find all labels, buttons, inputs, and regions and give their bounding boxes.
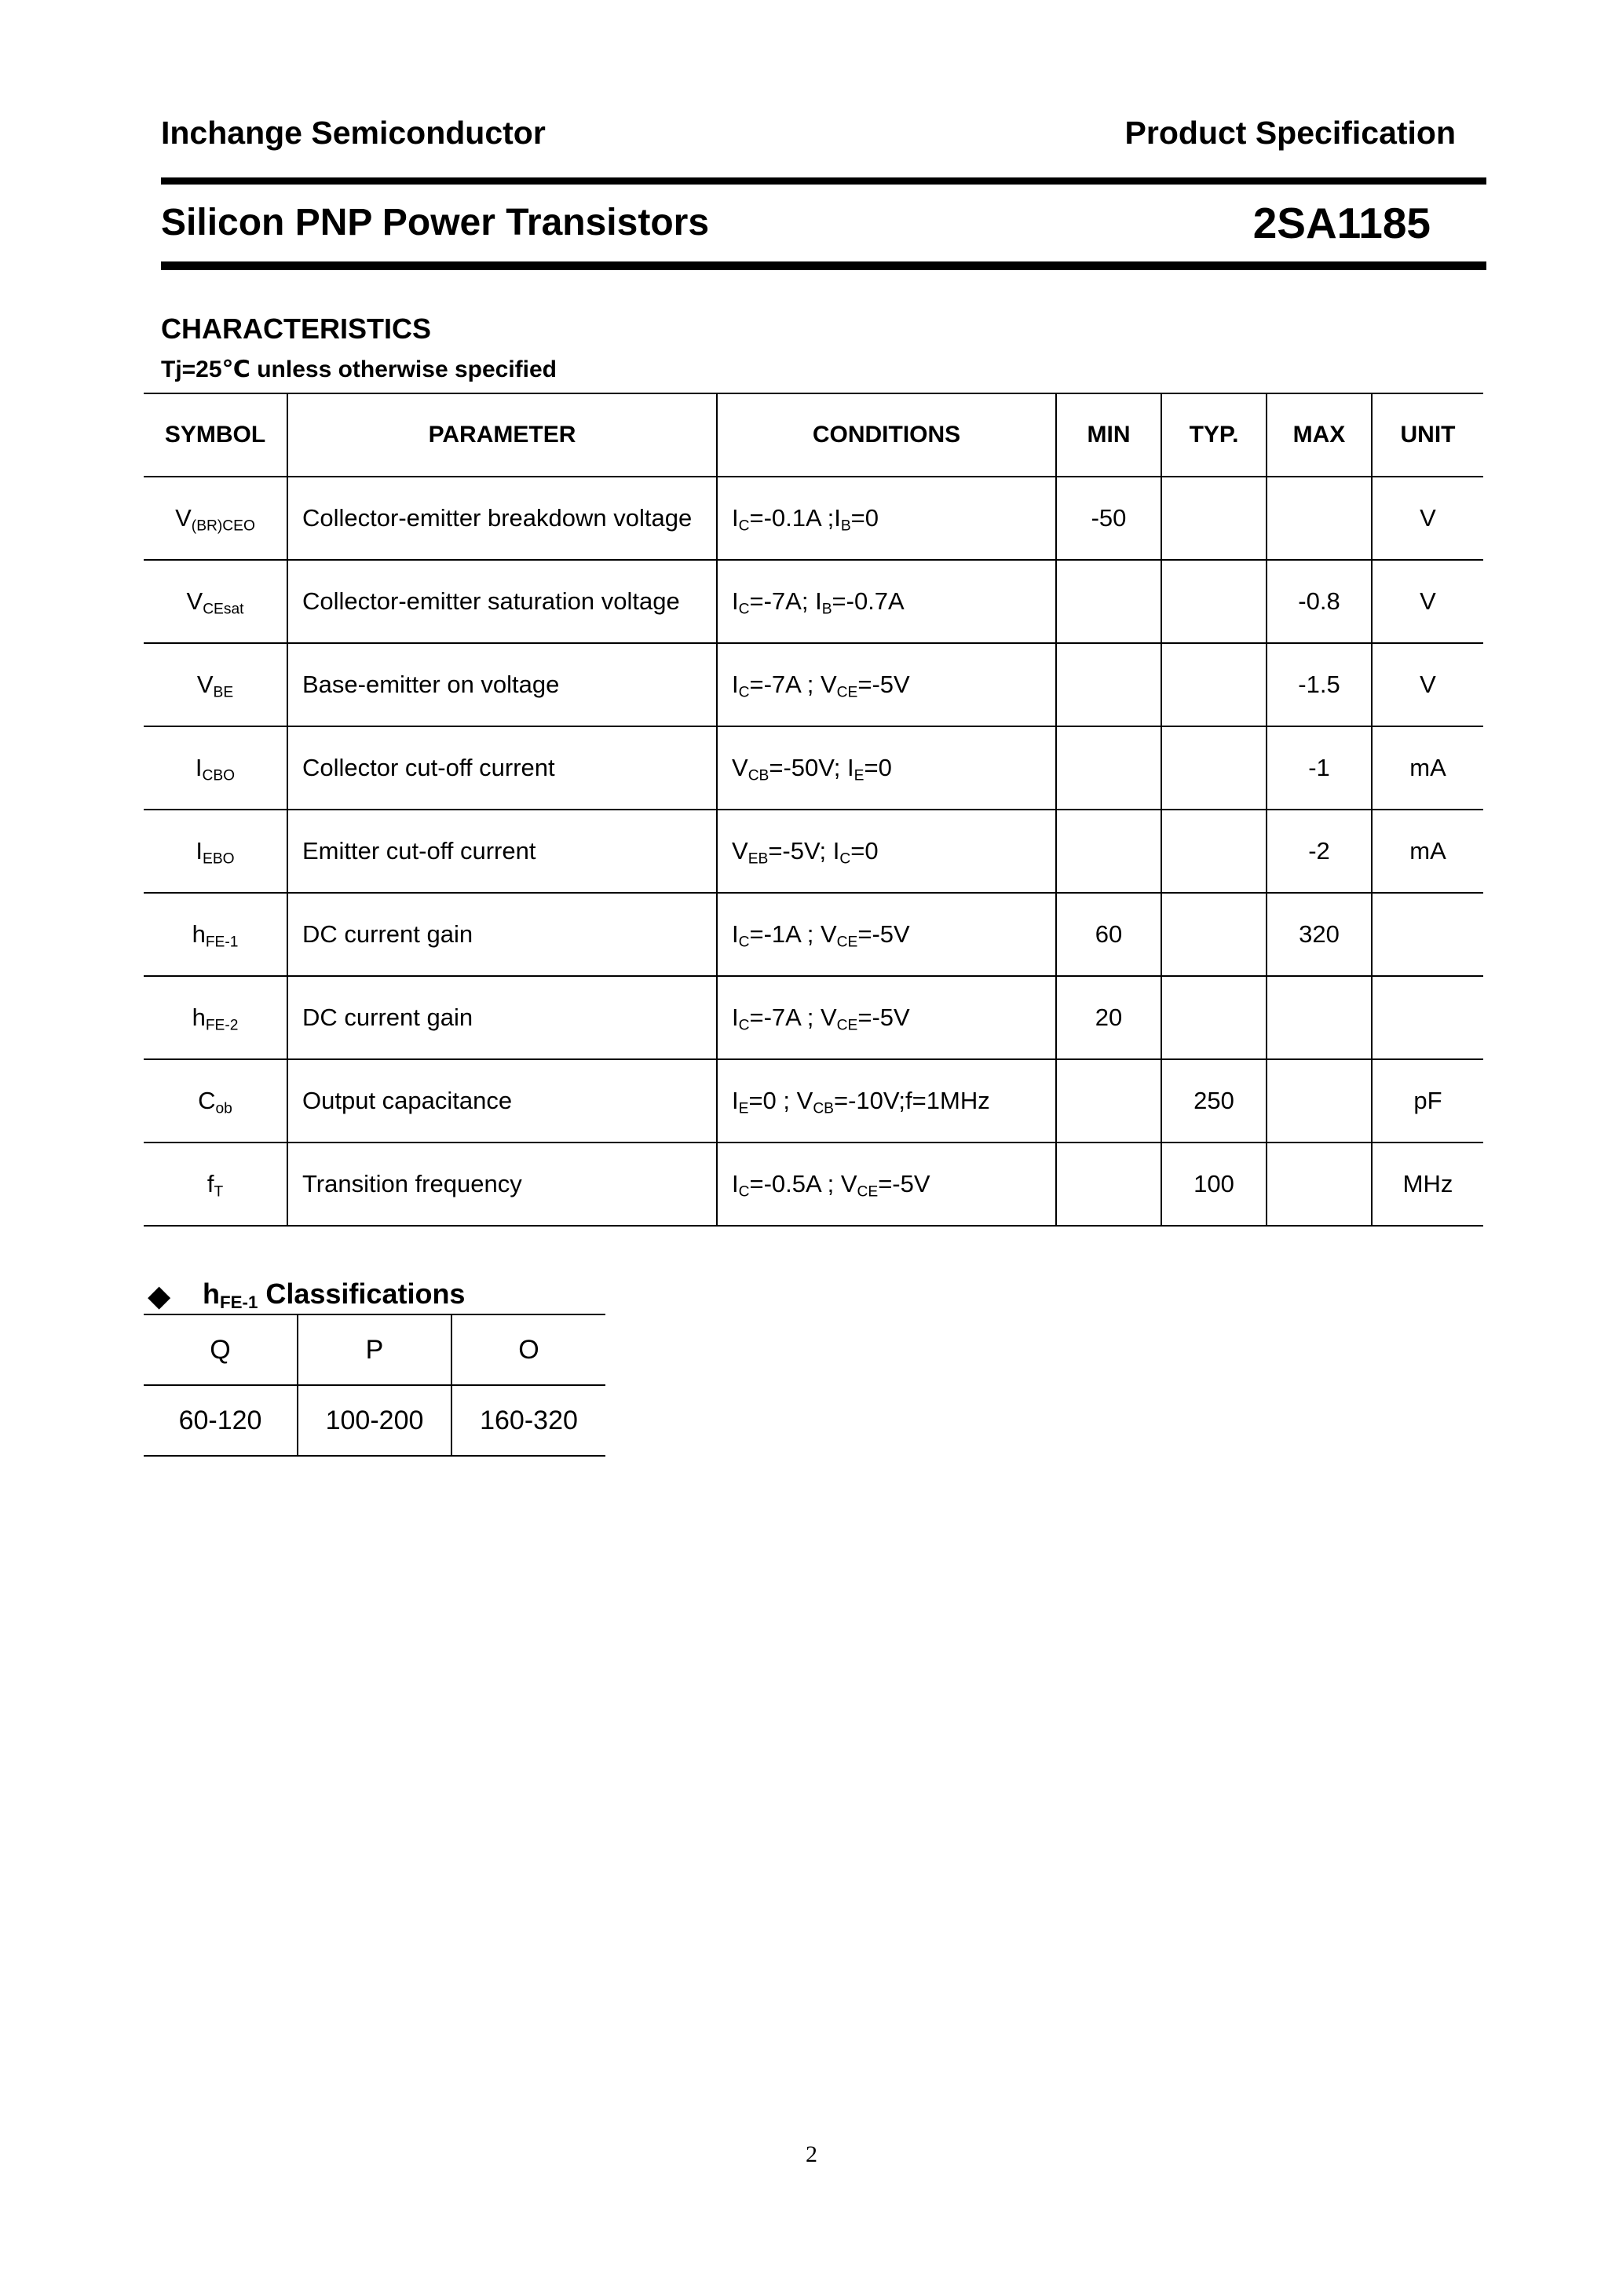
symbol-cell xyxy=(144,643,287,726)
symbol-cell xyxy=(144,1143,287,1226)
classification-title-symbol: h xyxy=(203,1278,220,1310)
table-row xyxy=(144,1143,1483,1226)
unit-cell: mA xyxy=(1372,810,1483,893)
parameter-cell: DC current gain xyxy=(287,893,717,976)
parameter-cell: Transition frequency xyxy=(287,1143,717,1226)
condition-subscript: C xyxy=(738,1183,750,1201)
condition-symbol: I xyxy=(847,754,854,781)
symbol-cell xyxy=(144,1059,287,1143)
conditions-cell xyxy=(717,726,1056,810)
typ-cell xyxy=(1161,560,1267,643)
condition-symbol: I xyxy=(732,1170,739,1197)
typ-cell xyxy=(1161,893,1267,976)
condition-value: =0 xyxy=(864,754,892,781)
symbol-main: V xyxy=(186,587,203,615)
condition-subscript: CE xyxy=(836,684,858,701)
symbol-subscript: CBO xyxy=(202,767,236,784)
condition-value: =-5V; xyxy=(768,837,833,865)
condition-value: =-5V xyxy=(857,671,910,698)
classification-title-subscript: FE-1 xyxy=(220,1292,258,1313)
classification-table xyxy=(144,1314,605,1457)
class-range: 60-120 xyxy=(144,1385,298,1456)
typ-cell xyxy=(1161,477,1267,560)
document-title: Silicon PNP Power Transistors xyxy=(161,202,710,243)
symbol-main: h xyxy=(192,1004,206,1031)
symbol-cell xyxy=(144,477,287,560)
unit-cell: V xyxy=(1372,643,1483,726)
condition-subscript: CB xyxy=(748,767,769,784)
symbol-cell xyxy=(144,893,287,976)
class-range: 160-320 xyxy=(451,1385,605,1456)
classification-title xyxy=(203,1278,465,1311)
header-rule-bottom xyxy=(161,261,1486,270)
table-row xyxy=(144,560,1483,643)
symbol-subscript: (BR)CEO xyxy=(191,517,255,535)
table-row xyxy=(144,643,1483,726)
condition-subscript: C xyxy=(738,1017,750,1034)
symbol-main: V xyxy=(196,671,214,698)
classification-class-row xyxy=(144,1314,605,1385)
column-header-typ: TYP. xyxy=(1161,393,1267,477)
column-header-symbol: SYMBOL xyxy=(144,393,287,477)
max-cell: 320 xyxy=(1267,893,1372,976)
condition-subscript: CE xyxy=(836,1017,858,1034)
condition-subscript: C xyxy=(738,517,750,535)
symbol-cell xyxy=(144,810,287,893)
condition-symbol: V xyxy=(820,920,837,948)
condition-value: =-0.5A ; xyxy=(749,1170,841,1197)
unit-cell xyxy=(1372,893,1483,976)
company-name: Inchange Semiconductor xyxy=(161,115,546,151)
parameter-cell: Collector-emitter saturation voltage xyxy=(287,560,717,643)
min-cell xyxy=(1056,560,1161,643)
class-range: 100-200 xyxy=(298,1385,451,1456)
condition-value: =0 ; xyxy=(748,1087,797,1114)
column-header-parameter: PARAMETER xyxy=(287,393,717,477)
condition-value: =-7A ; xyxy=(749,1004,821,1031)
unit-cell: mA xyxy=(1372,726,1483,810)
characteristics-table xyxy=(144,393,1483,1227)
condition-symbol: V xyxy=(796,1087,813,1114)
conditions-cell xyxy=(717,643,1056,726)
document-type: Product Specification xyxy=(1124,115,1456,151)
condition-subscript: E xyxy=(738,1100,749,1117)
diamond-bullet-icon: ◆ xyxy=(148,1280,171,1313)
min-cell: -50 xyxy=(1056,477,1161,560)
table-row xyxy=(144,976,1483,1059)
max-cell: -0.8 xyxy=(1267,560,1372,643)
symbol-subscript: EBO xyxy=(203,850,235,868)
condition-symbol: V xyxy=(820,671,837,698)
unit-cell: V xyxy=(1372,560,1483,643)
parameter-cell: Base-emitter on voltage xyxy=(287,643,717,726)
condition-symbol: V xyxy=(840,1170,857,1197)
typ-cell xyxy=(1161,976,1267,1059)
header-rule-top xyxy=(161,177,1486,185)
condition-symbol: I xyxy=(834,504,841,532)
condition-symbol: I xyxy=(732,1087,739,1114)
parameter-cell: Emitter cut-off current xyxy=(287,810,717,893)
conditions-cell xyxy=(717,1059,1056,1143)
max-cell xyxy=(1267,477,1372,560)
min-cell xyxy=(1056,726,1161,810)
table-header-row xyxy=(144,393,1483,477)
conditions-cell xyxy=(717,477,1056,560)
part-number: 2SA1185 xyxy=(1252,199,1431,247)
condition-subscript: C xyxy=(738,934,750,951)
parameter-cell: Output capacitance xyxy=(287,1059,717,1143)
characteristics-heading: CHARACTERISTICS xyxy=(161,313,432,345)
typ-cell xyxy=(1161,810,1267,893)
max-cell xyxy=(1267,1143,1372,1226)
symbol-subscript: FE-2 xyxy=(205,1017,239,1034)
characteristics-body xyxy=(144,477,1483,1226)
conditions-cell xyxy=(717,976,1056,1059)
max-cell xyxy=(1267,1059,1372,1143)
condition-value: =-0.1A ; xyxy=(749,504,835,532)
condition-value: =-5V xyxy=(878,1170,930,1197)
condition-symbol: I xyxy=(732,920,739,948)
min-cell xyxy=(1056,643,1161,726)
min-cell: 20 xyxy=(1056,976,1161,1059)
condition-subscript: CE xyxy=(857,1183,879,1201)
condition-subscript: CE xyxy=(836,934,858,951)
parameter-cell: Collector-emitter breakdown voltage xyxy=(287,477,717,560)
classification-title-text: Classifications xyxy=(258,1278,466,1310)
column-header-min: MIN xyxy=(1056,393,1161,477)
symbol-main: h xyxy=(192,920,206,948)
condition-value: =-5V xyxy=(857,1004,910,1031)
condition-subscript: C xyxy=(738,684,750,701)
symbol-main: V xyxy=(175,504,192,532)
unit-cell: V xyxy=(1372,477,1483,560)
condition-symbol: V xyxy=(820,1004,837,1031)
condition-value: =-50V; xyxy=(769,754,848,781)
table-row xyxy=(144,810,1483,893)
max-cell: -2 xyxy=(1267,810,1372,893)
min-cell xyxy=(1056,810,1161,893)
condition-subscript: E xyxy=(854,767,865,784)
condition-value: =-7A ; xyxy=(749,671,821,698)
typ-cell: 100 xyxy=(1161,1143,1267,1226)
condition-subscript: EB xyxy=(748,850,769,868)
table-row xyxy=(144,1059,1483,1143)
column-header-conditions: CONDITIONS xyxy=(717,393,1056,477)
unit-cell: MHz xyxy=(1372,1143,1483,1226)
typ-cell xyxy=(1161,643,1267,726)
parameter-cell: DC current gain xyxy=(287,976,717,1059)
symbol-subscript: BE xyxy=(213,684,234,701)
page-number: 2 xyxy=(806,2141,817,2167)
class-label: Q xyxy=(144,1314,298,1385)
column-header-max: MAX xyxy=(1267,393,1372,477)
class-label: O xyxy=(451,1314,605,1385)
symbol-main: C xyxy=(198,1087,216,1114)
condition-value: =-7A; xyxy=(749,587,816,615)
condition-value: =-10V;f=1MHz xyxy=(834,1087,990,1114)
max-cell xyxy=(1267,976,1372,1059)
condition-value: =-0.7A xyxy=(832,587,905,615)
symbol-subscript: T xyxy=(214,1183,224,1201)
condition-value: =-1A ; xyxy=(749,920,821,948)
symbol-cell xyxy=(144,726,287,810)
symbol-subscript: ob xyxy=(215,1100,232,1117)
condition-subscript: C xyxy=(839,850,851,868)
conditions-cell xyxy=(717,893,1056,976)
symbol-cell xyxy=(144,560,287,643)
min-cell xyxy=(1056,1143,1161,1226)
test-condition-note: Tj=25℃ unless otherwise specified xyxy=(161,356,557,382)
symbol-main: I xyxy=(195,754,203,781)
min-cell xyxy=(1056,1059,1161,1143)
symbol-main: I xyxy=(196,837,203,865)
symbol-subscript: FE-1 xyxy=(205,934,239,951)
unit-cell xyxy=(1372,976,1483,1059)
condition-symbol: I xyxy=(732,587,739,615)
class-label: P xyxy=(298,1314,451,1385)
condition-symbol: V xyxy=(732,754,748,781)
condition-value: =0 xyxy=(850,504,879,532)
table-row xyxy=(144,726,1483,810)
parameter-cell: Collector cut-off current xyxy=(287,726,717,810)
typ-cell xyxy=(1161,726,1267,810)
table-row xyxy=(144,477,1483,560)
condition-symbol: I xyxy=(832,837,840,865)
condition-symbol: I xyxy=(732,1004,739,1031)
condition-value: =0 xyxy=(850,837,879,865)
condition-value: =-5V xyxy=(857,920,910,948)
symbol-main: f xyxy=(207,1170,214,1197)
condition-subscript: B xyxy=(840,517,851,535)
condition-subscript: CB xyxy=(813,1100,834,1117)
table-row xyxy=(144,893,1483,976)
condition-subscript: B xyxy=(821,601,832,618)
conditions-cell xyxy=(717,1143,1056,1226)
condition-symbol: I xyxy=(815,587,822,615)
condition-subscript: C xyxy=(738,601,750,618)
condition-symbol: I xyxy=(732,504,739,532)
condition-symbol: V xyxy=(732,837,748,865)
classification-range-row xyxy=(144,1385,605,1456)
conditions-cell xyxy=(717,560,1056,643)
column-header-unit: UNIT xyxy=(1372,393,1483,477)
symbol-cell xyxy=(144,976,287,1059)
typ-cell: 250 xyxy=(1161,1059,1267,1143)
max-cell: -1.5 xyxy=(1267,643,1372,726)
unit-cell: pF xyxy=(1372,1059,1483,1143)
symbol-subscript: CEsat xyxy=(203,601,244,618)
conditions-cell xyxy=(717,810,1056,893)
condition-symbol: I xyxy=(732,671,739,698)
max-cell: -1 xyxy=(1267,726,1372,810)
min-cell: 60 xyxy=(1056,893,1161,976)
